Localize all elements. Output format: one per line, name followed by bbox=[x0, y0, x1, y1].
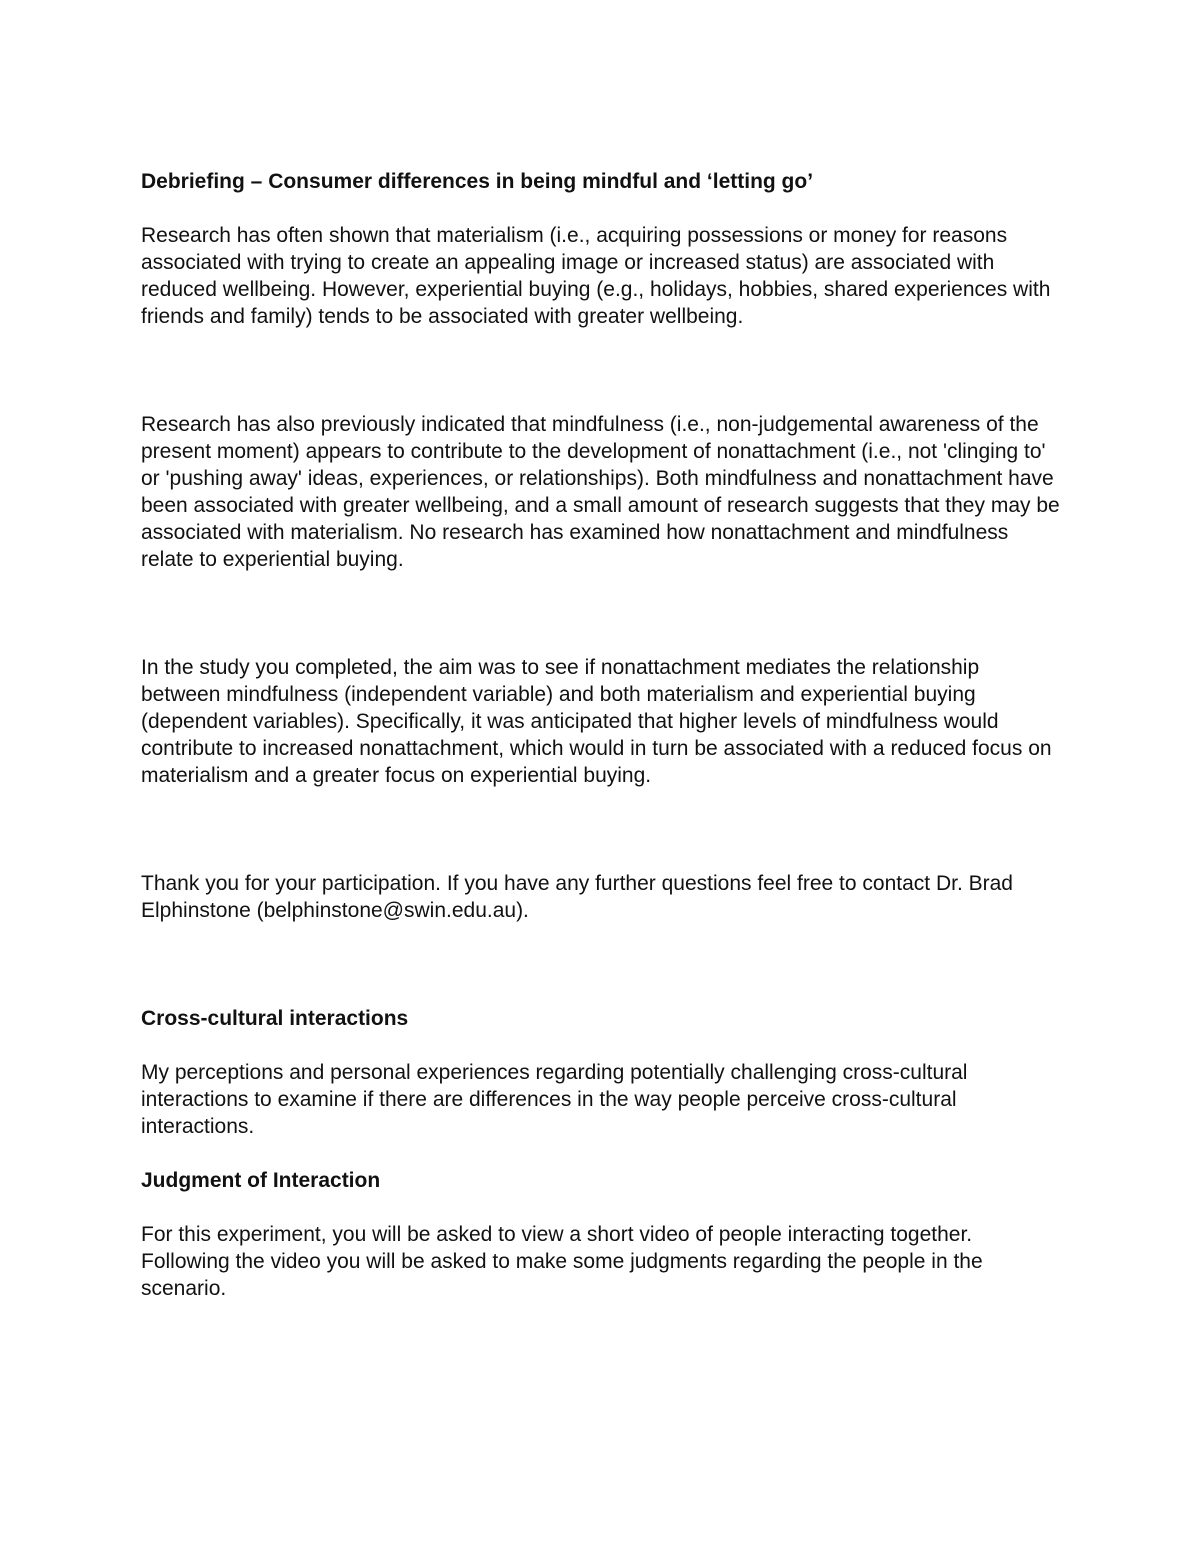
document-title: Debriefing – Consumer differences in being mindful and ‘letting go’ bbox=[141, 170, 814, 193]
heading-cross-cultural: Cross-cultural interactions bbox=[141, 1007, 409, 1030]
paragraph-judgment: For this experiment, you will be asked to view a short video of people interacting together. Following the video you will be asked to make some judgments regarding the people in the scenario. bbox=[141, 1223, 983, 1300]
paragraph-mindfulness: Research has also previously indicated that mindfulness (i.e., non-judgemental awareness of the present moment) appears to contribute to the development of nonattachment (i.e., not 'clinging to' or 'pushing away' ideas, experiences, or relationships). Both mindfulness and nonattachment have been associated with greater wellbeing, and a small amount of research suggests that they may be associated with materialism. No research has examined how nonattachment and mindfulness relate to experiential buying. bbox=[141, 413, 1060, 571]
paragraph-thank-you: Thank you for your participation. If you have any further questions feel free to contact Dr. Brad Elphinstone (belphinstone@swin.edu.au). bbox=[141, 872, 1013, 922]
paragraph-materialism: Research has often shown that materialism (i.e., acquiring possessions or money for reasons associated with trying to create an appealing image or increased status) are associated with reduced wellbeing. However, experiential buying (e.g., holidays, hobbies, shared experiences with friends and family) tends to be associated with greater wellbeing. bbox=[141, 224, 1051, 328]
paragraph-cross-cultural: My perceptions and personal experiences regarding potentially challenging cross-cultural interactions to examine if there are differences in the way people perceive cross-cultural interactions. bbox=[141, 1061, 968, 1138]
document-body bbox=[141, 168, 1061, 1302]
paragraph-study-aim: In the study you completed, the aim was to see if nonattachment mediates the relationship between mindfulness (independent variable) and both materialism and experiential buying (dependent variables). Specifically, it was anticipated that higher levels of mindfulness would contribute to increased nonattachment, which would in turn be associated with a reduced focus on materialism and a greater focus on experiential buying. bbox=[141, 656, 1052, 787]
heading-judgment: Judgment of Interaction bbox=[141, 1169, 381, 1192]
